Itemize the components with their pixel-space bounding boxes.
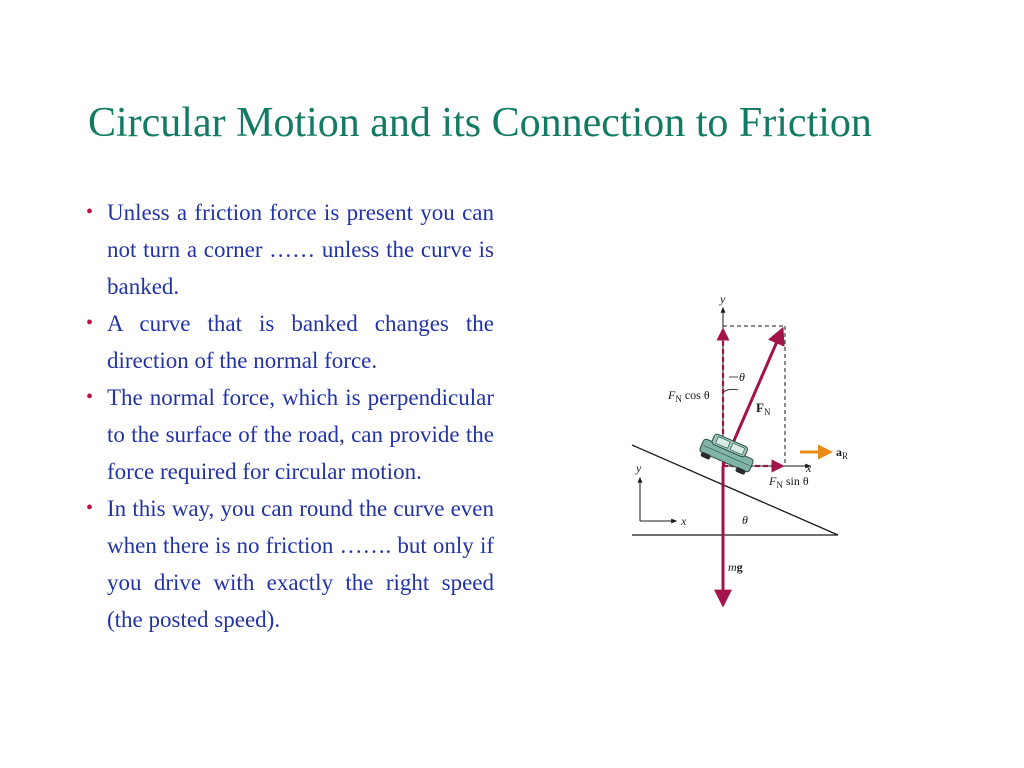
bullet-list xyxy=(86,194,494,638)
mg-m: m xyxy=(728,560,737,574)
theta-label-top: θ xyxy=(739,370,745,384)
x-axis-label: x xyxy=(806,461,812,475)
banked-curve-diagram xyxy=(620,285,870,615)
fn-cos-label xyxy=(667,388,710,404)
fn-sin-sub: N xyxy=(776,480,783,490)
slide-title: Circular Motion and its Connection to Friction xyxy=(88,100,872,146)
bullet-text: Unless a friction force is present you can not turn a corner …… unless the curve is banked. xyxy=(107,200,494,299)
ar-a: a xyxy=(836,445,842,459)
mg-g: g xyxy=(736,560,743,574)
bullet-marker: • xyxy=(86,497,94,519)
ar-label xyxy=(836,445,848,461)
fn-sin-f: F xyxy=(769,474,777,488)
fn-sin-label xyxy=(768,474,809,490)
bullet-item xyxy=(86,194,494,305)
ar-sub: R xyxy=(842,451,849,461)
fn-sin-text: sin θ xyxy=(785,474,809,488)
bullet-item xyxy=(86,490,494,638)
bullet-text: The normal force, which is perpendicular to the surface of the road, can provide the force required for circular motion. xyxy=(107,385,494,484)
incline-theta-label: θ xyxy=(742,513,748,527)
bullet-marker: • xyxy=(86,312,94,334)
fn-cos-text: cos θ xyxy=(684,388,710,402)
y-axis-label: y xyxy=(720,292,726,306)
theta-arc-top xyxy=(723,389,738,392)
fn-vector-label xyxy=(756,400,771,417)
fn-cos-sub: N xyxy=(675,394,682,404)
ref-x-label: x xyxy=(681,514,687,528)
bullet-text: A curve that is banked changes the direction of the normal force. xyxy=(107,311,494,373)
bullet-item xyxy=(86,379,494,490)
car-icon xyxy=(697,430,757,476)
fn-vector-sub: N xyxy=(763,407,771,417)
ref-y-label: y xyxy=(636,461,642,475)
bullet-marker: • xyxy=(86,201,94,223)
fn-vector-f: F xyxy=(756,400,764,415)
bullet-marker: • xyxy=(86,386,94,408)
fn-cos-f: F xyxy=(668,388,676,402)
mg-label xyxy=(728,560,743,574)
bullet-item xyxy=(86,305,494,379)
bullet-text: In this way, you can round the curve even when there is no friction ……. but only if you drive with exactly the right speed (the posted speed). xyxy=(107,496,494,632)
